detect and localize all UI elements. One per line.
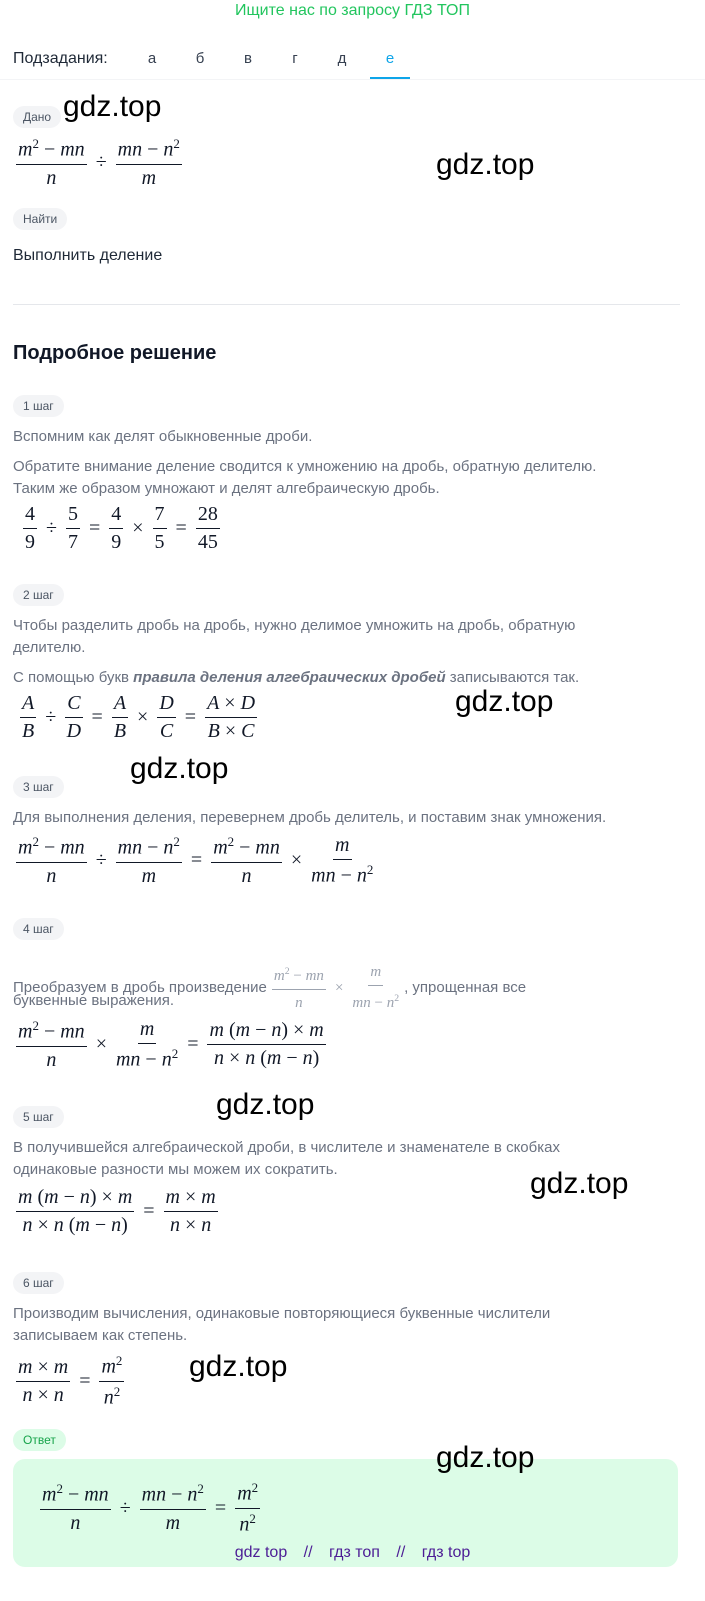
step-3-chip: 3 шаг xyxy=(13,776,64,798)
watermark: gdz.top xyxy=(530,1167,629,1200)
watermark: gdz.top xyxy=(189,1350,288,1383)
tab-g[interactable]: г xyxy=(292,50,298,67)
subtasks-label: Подзадания: xyxy=(13,50,108,67)
step-1-text: Таким же образом умножают и делят алгебраическую дробь. xyxy=(13,480,440,497)
step-5-chip: 5 шаг xyxy=(13,1106,64,1128)
step-1-formula: $\frac{4}{9}$ ÷ $\frac{5}{7}$ = $\frac{4}{9}$ × $\frac{7}{5}$ = $\frac{28}{45}$ xyxy=(25,503,218,553)
step-2-text: Чтобы разделить дробь на дробь, нужно делимое умножить на дробь, обратную xyxy=(13,617,576,634)
tab-a[interactable]: а xyxy=(147,50,157,67)
step-6-text: Производим вычисления, одинаковые повторяющиеся буквенные числители xyxy=(13,1305,551,1322)
step-2-chip: 2 шаг xyxy=(13,584,64,606)
tab-v[interactable]: в xyxy=(244,50,252,67)
given-expression: $\frac{m^2 - mn}{n}$ ÷ $\frac{mn - n^2}{m}$ xyxy=(18,136,180,189)
step-1-text: Вспомним как делят обыкновенные дроби. xyxy=(13,428,313,445)
tab-e[interactable]: е xyxy=(370,48,410,79)
step-4-text-pre: Преобразуем в дробь произведение xyxy=(13,978,267,996)
find-text: Выполнить деление xyxy=(13,247,163,264)
watermark: gdz.top xyxy=(63,90,162,123)
step-1-text: Обратите внимание деление сводится к умножению на дробь, обратную делителю. xyxy=(13,458,597,475)
step-5-formula: $\frac{m (m - n) \times m}{n \times n (m - n)}$ = $\frac{m \times m}{n \times n}$ xyxy=(18,1186,216,1236)
watermark: gdz.top xyxy=(216,1088,315,1121)
answer-chip: Ответ xyxy=(13,1429,66,1451)
step-3-text: Для выполнения деления, перевернем дробь делитель, и поставим знак умножения. xyxy=(13,809,607,826)
solution-title: Подробное решение xyxy=(13,342,217,364)
tab-b[interactable]: б xyxy=(195,50,205,67)
footer-separator: // xyxy=(396,1544,406,1561)
find-chip: Найти xyxy=(13,208,67,230)
step-4-text: буквенные выражения. xyxy=(13,992,175,1009)
step-1-chip: 1 шаг xyxy=(13,395,64,417)
step-4-formula: $\frac{m^2 - mn}{n}$ × $\frac{m}{mn - n^2}$ = $\frac{m (m - n) \times m}{n \times n (m - n)}$ xyxy=(18,1018,324,1071)
step-4-chip: 4 шаг xyxy=(13,918,64,940)
footer-link[interactable]: гдз топ xyxy=(329,1544,380,1561)
answer-formula: $\frac{m^2 - mn}{n}$ ÷ $\frac{mn - n^2}{m}$ = $\frac{m^2}{n^2}$ xyxy=(42,1480,259,1536)
footer-links xyxy=(0,1544,705,1562)
tabs-divider xyxy=(0,79,705,80)
step-5-text: В получившейся алгебраической дроби, в числителе и знаменателе в скобках xyxy=(13,1139,560,1156)
rule-text-em: правила деления алгебраических дробей xyxy=(133,669,446,686)
promo-banner[interactable]: Ищите нас по запросу ГДЗ ТОП xyxy=(235,2,470,19)
watermark: gdz.top xyxy=(436,1441,535,1474)
watermark: gdz.top xyxy=(130,752,229,785)
tab-d[interactable]: д xyxy=(337,50,347,67)
step-5-text: одинаковые разности мы можем их сократить. xyxy=(13,1161,338,1178)
step-3-formula: $\frac{m^2 - mn}{n}$ ÷ $\frac{mn - n^2}{m}$ = $\frac{m^2 - mn}{n}$ × $\frac{m}{mn - n^2}$ xyxy=(18,834,374,887)
step-4-inline-formula: $\frac{m^2 - mn}{n}$ × $\frac{m}{mn - n^2}$ xyxy=(269,961,402,1014)
footer-separator: // xyxy=(303,1544,313,1561)
step-4-text-post: , упрощенная все xyxy=(404,978,527,996)
rule-text-post: записываются так. xyxy=(445,669,580,686)
section-divider xyxy=(13,304,680,305)
given-chip: Дано xyxy=(13,106,61,128)
step-2-formula: $\frac{A}{B}$ ÷ $\frac{C}{D}$ = $\frac{A}{B}$ × $\frac{D}{C}$ = $\frac{A \times D}{B \times C}$ xyxy=(22,692,256,742)
step-6-text: записываем как степень. xyxy=(13,1327,188,1344)
rule-text-pre: С помощью букв xyxy=(13,669,134,686)
watermark: gdz.top xyxy=(436,148,535,181)
step-6-formula: $\frac{m \times m}{n \times n}$ = $\frac{m^2}{n^2}$ xyxy=(18,1353,123,1409)
watermark: gdz.top xyxy=(455,685,554,718)
step-2-text: делителю. xyxy=(13,639,86,656)
footer-link[interactable]: гдз top xyxy=(421,1544,471,1561)
step-6-chip: 6 шаг xyxy=(13,1272,64,1294)
footer-link[interactable]: gdz top xyxy=(234,1544,288,1561)
